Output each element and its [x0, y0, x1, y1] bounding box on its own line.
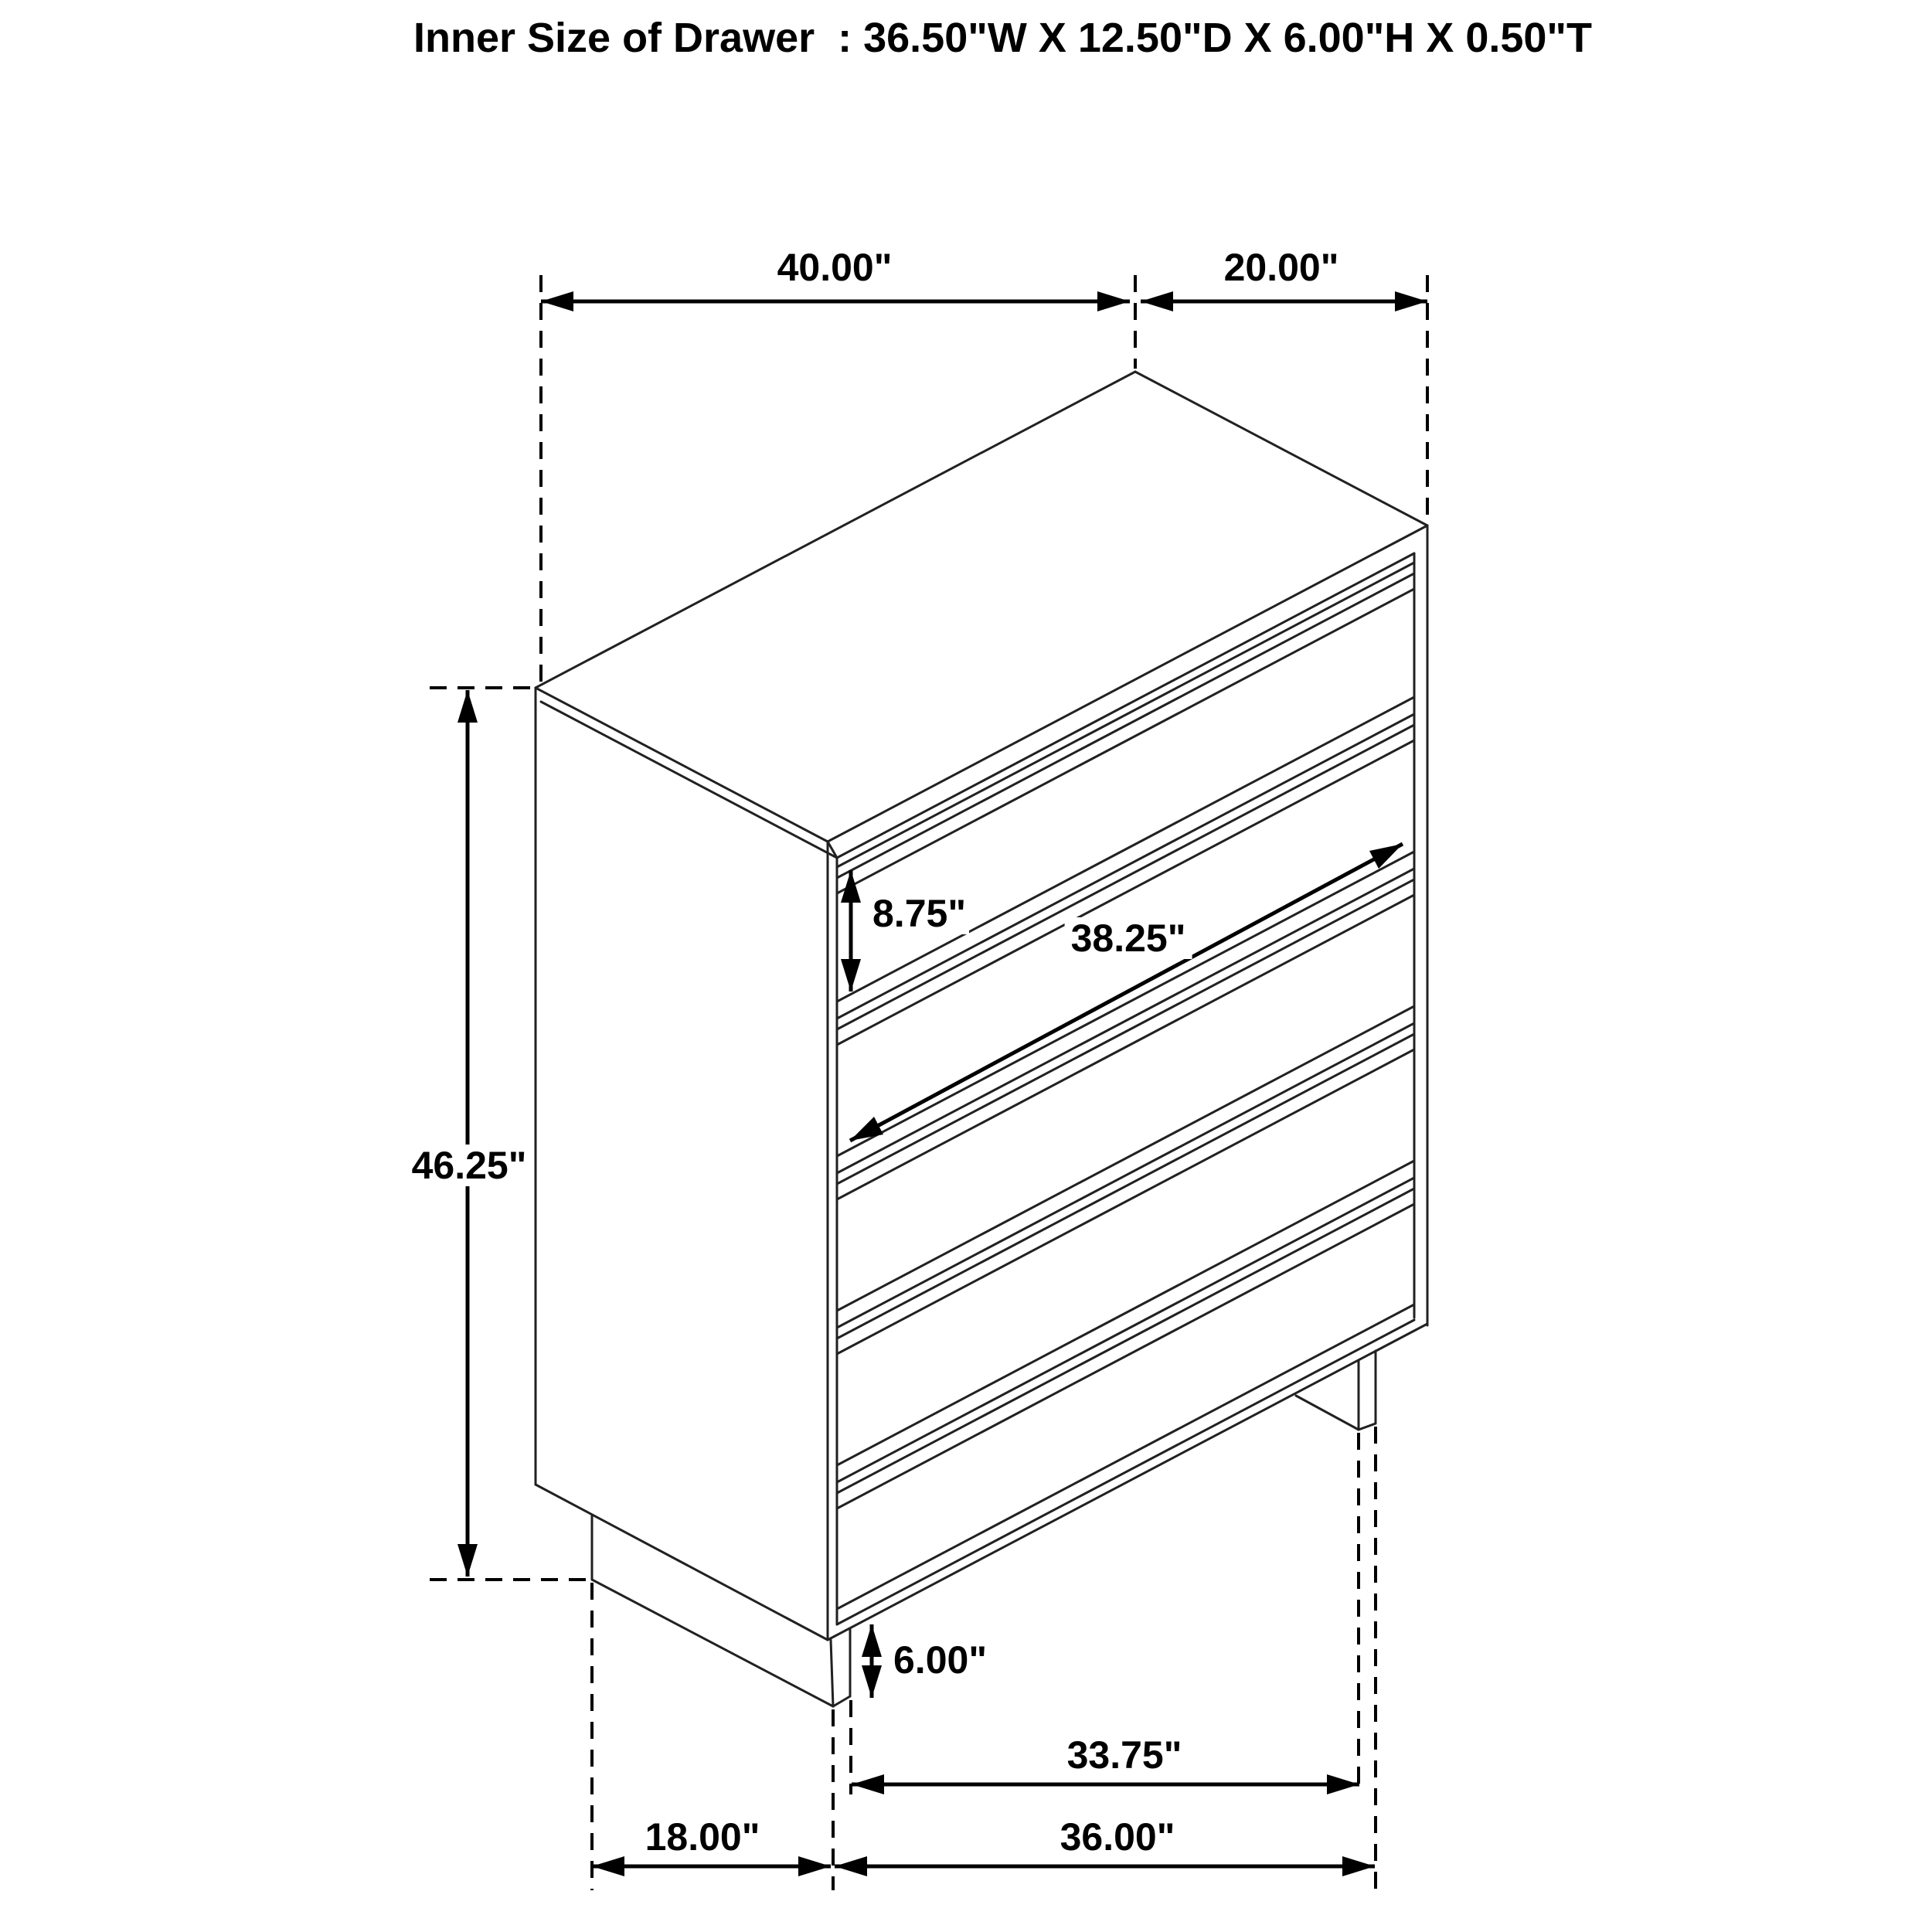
- label-base-side-offset: 18.00": [639, 1816, 767, 1858]
- dimension-base-offset-18-00: [592, 1856, 831, 1876]
- dimension-top-depth-20: [1141, 291, 1427, 311]
- label-top-depth: 20.00": [1218, 247, 1345, 288]
- label-drawer-front-width: 38.25": [1065, 917, 1192, 959]
- dimension-base-length-36-00: [835, 1856, 1375, 1876]
- dimension-height-46-25: [457, 690, 478, 1577]
- label-overall-height: 46.25": [406, 1145, 533, 1186]
- label-top-width: 40.00": [771, 247, 899, 288]
- page-title: Inner Size of Drawer : 36.50"W X 12.50"D X 6.00"H X 0.50"T: [413, 15, 1593, 61]
- dimension-drawer-height-8-75: [841, 870, 861, 992]
- dimension-drawer-width-38-25: [850, 844, 1403, 1141]
- dimension-top-width-40: [541, 291, 1130, 311]
- drawer-face-frame: [828, 526, 1427, 1640]
- label-base-inner-length: 33.75": [1061, 1734, 1189, 1776]
- dimension-base-inner-33-75: [852, 1774, 1359, 1794]
- label-leg-height: 6.00": [890, 1639, 990, 1681]
- cabinet-top-face: [536, 372, 1427, 858]
- dimension-leg-height-6-00: [862, 1624, 882, 1698]
- label-drawer-front-height: 8.75": [869, 893, 969, 934]
- label-base-length: 36.00": [1054, 1816, 1182, 1858]
- drawer-4: [837, 1023, 1414, 1465]
- drawer-5: [837, 1178, 1414, 1609]
